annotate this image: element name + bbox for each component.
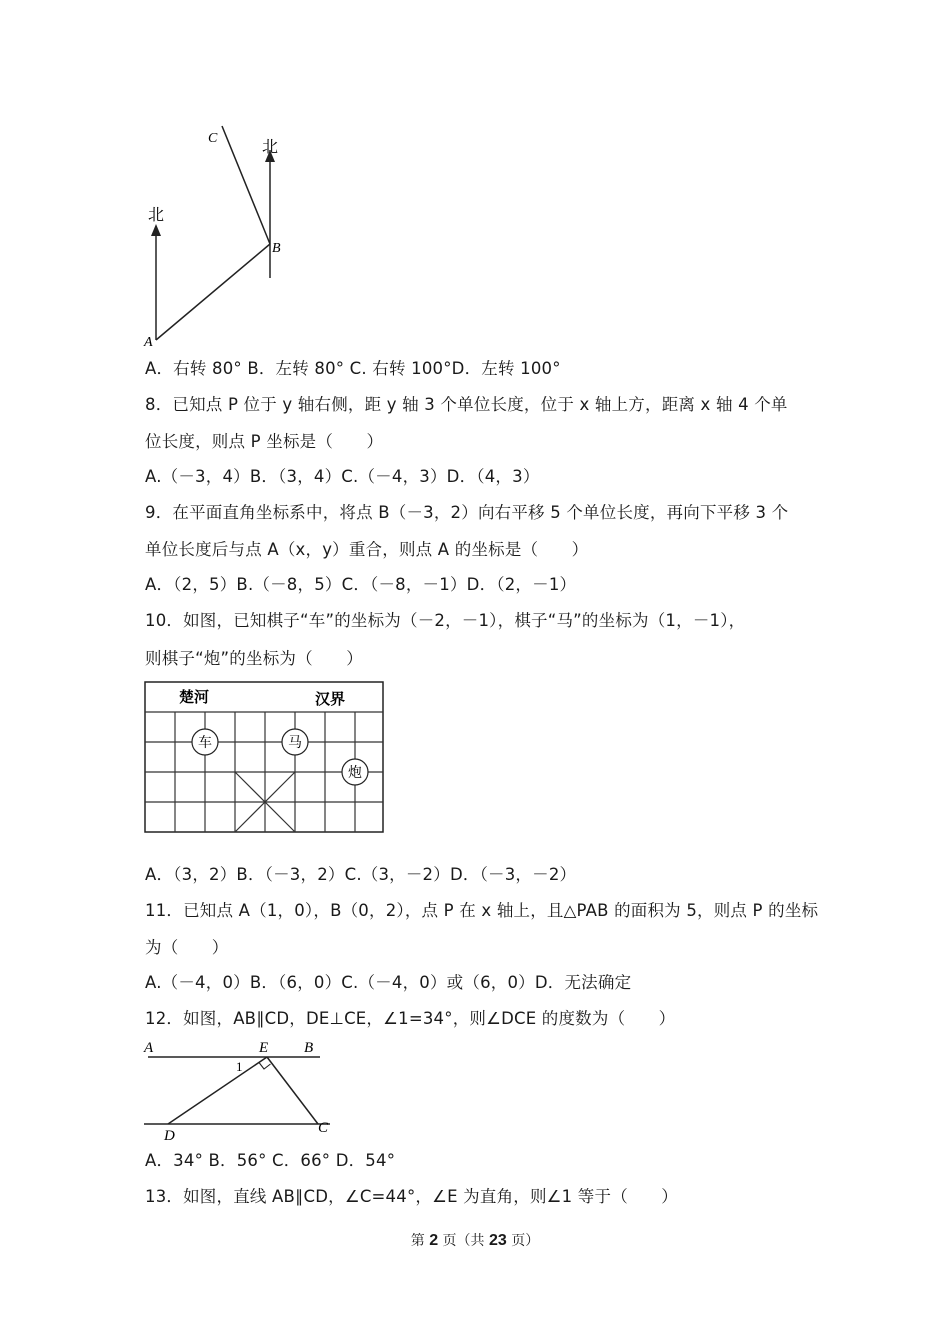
q11-options: A.（－4，0）B．（6，0）C.（－4，0）或（6，0）D．无法确定: [145, 973, 632, 992]
point-c-label: C: [208, 131, 218, 146]
q9-stem-line2: 单位长度后与点 A（x，y）重合，则点 A 的坐标是（ ）: [145, 540, 589, 559]
direction-figure: [140, 120, 300, 350]
q12-options: A．34° B．56° C．66° D．54°: [145, 1151, 396, 1170]
north-arrow-a-head: [151, 224, 161, 236]
piece-che: 车: [198, 735, 212, 751]
footer-mid: 页（共: [442, 1233, 485, 1249]
q8-stem-line2: 位长度，则点 P 坐标是（ ）: [145, 432, 384, 451]
north-label-a: 北: [148, 207, 165, 224]
q13-stem: 13．如图，直线 AB∥CD，∠C=44°，∠E 为直角，则∠1 等于（ ）: [145, 1187, 679, 1206]
q11-stem-line2: 为（ ）: [145, 938, 229, 957]
q11-stem-line1: 11．已知点 A（1，0），B（0，2），点 P 在 x 轴上，且△PAB 的面积为 5，则点 P 的坐标: [145, 901, 819, 920]
point-a-label: A: [144, 335, 153, 350]
footer-prefix: 第: [410, 1233, 425, 1249]
q7-options: A．右转 80° B．左转 80° C. 右转 100°D．左转 100°: [145, 359, 561, 378]
board-label-chuhe: 楚河: [179, 688, 210, 706]
segment-ec: [267, 1057, 318, 1124]
q10-stem-line2: 则棋子“炮”的坐标为（ ）: [145, 649, 363, 668]
footer-page-number: 2: [429, 1232, 439, 1249]
label-e: E: [259, 1040, 269, 1056]
q8-stem-line1: 8．已知点 P 位于 y 轴右侧，距 y 轴 3 个单位长度，位于 x 轴上方，距离 x 轴 4 个单: [145, 395, 788, 414]
board-label-hanjie: 汉界: [315, 690, 346, 708]
footer-suffix: 页）: [511, 1233, 540, 1249]
q10-options: A．（3，2）B．（－3，2）C.（3，－2）D．（－3，－2）: [145, 865, 577, 884]
chess-board-figure: [143, 680, 387, 836]
parallel-lines-figure: [140, 1036, 335, 1146]
label-b: B: [304, 1040, 314, 1056]
segment-ab: [156, 244, 270, 340]
segment-ed: [168, 1057, 267, 1124]
q10-stem-line1: 10．如图，已知棋子“车”的坐标为（－2，－1），棋子“马”的坐标为（1，－1），: [145, 611, 746, 630]
point-b-label: B: [272, 241, 281, 256]
q9-options: A．（2，5）B.（－8，5）C．（－8，－1）D．（2，－1）: [145, 575, 577, 594]
q12-stem: 12．如图，AB∥CD，DE⊥CE，∠1=34°，则∠DCE 的度数为（ ）: [145, 1009, 676, 1028]
label-1: 1: [236, 1059, 243, 1074]
footer-total-pages: 23: [489, 1232, 507, 1249]
page-footer: [0, 1230, 950, 1250]
label-d: D: [164, 1128, 175, 1144]
north-label-b: 北: [262, 139, 279, 156]
label-c: C: [318, 1120, 329, 1136]
q8-options: A.（－3，4）B．（3，4）C.（－4，3）D．（4，3）: [145, 467, 540, 486]
right-angle-mark: [259, 1063, 271, 1070]
piece-ma: 马: [288, 735, 302, 751]
q9-stem-line1: 9．在平面直角坐标系中，将点 B（－3，2）向右平移 5 个单位长度，再向下平移 3 个: [145, 503, 789, 522]
piece-pao: 炮: [348, 765, 362, 781]
label-a: A: [144, 1040, 154, 1056]
